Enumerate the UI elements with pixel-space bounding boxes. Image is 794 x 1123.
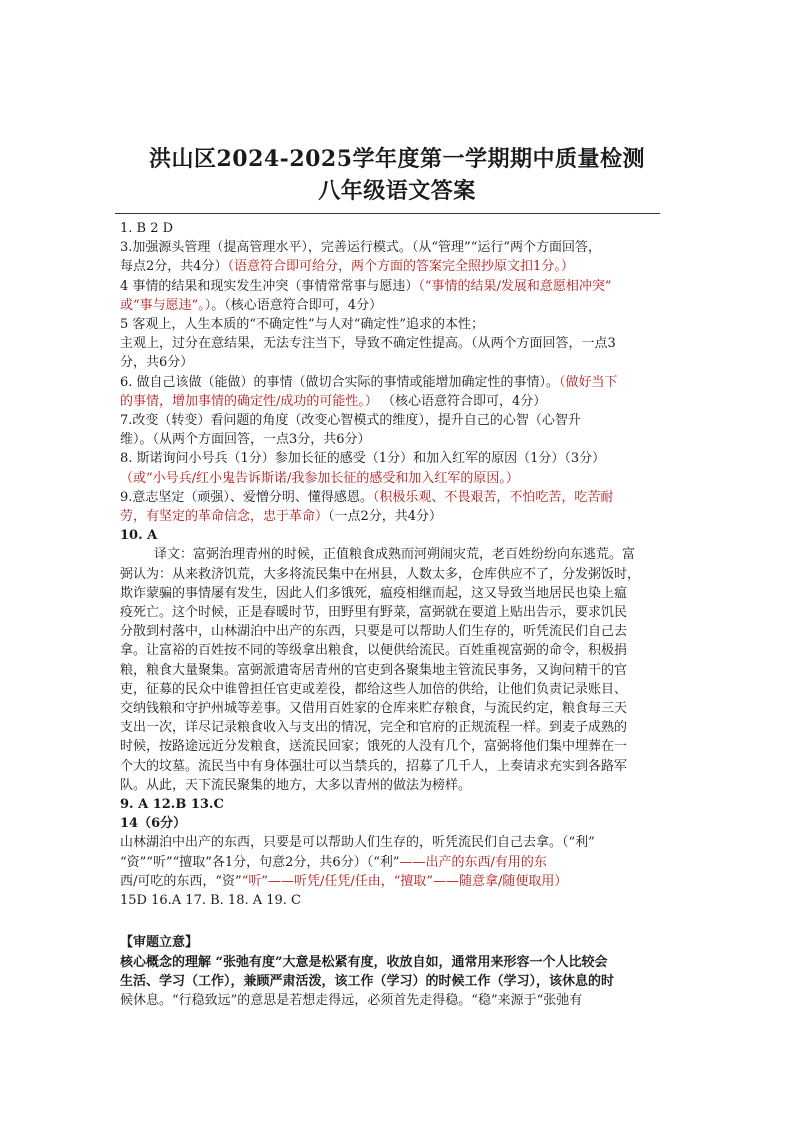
line-red-note: （“事情的结果/发展和意愿相冲突” xyxy=(418,278,612,294)
text-line xyxy=(120,488,680,507)
line-text: 5 客观上，人生本质的“不确定性”与人对“确定性”追求的本性； xyxy=(120,317,484,332)
text-line xyxy=(120,991,680,1010)
text-line xyxy=(120,833,680,852)
text-line xyxy=(120,526,680,545)
text-line xyxy=(120,603,680,622)
title-divider xyxy=(115,213,660,214)
text-line xyxy=(120,757,680,776)
line-text: 支出一次，详尽记录粮食收入与支出的情况，完全和官府的正规流程一样。到麦子成熟的 xyxy=(120,720,628,736)
text-line xyxy=(120,972,680,991)
line-text: 拿。让富裕的百姓按不同的等级拿出粮食，以便供给流民。百姓重视富弼的命令，积极捐 xyxy=(120,643,628,659)
line-text: 粮，粮食大量聚集。富弼派遣寄居青州的官吏到各聚集地主管流民事务，又询问精干的官 xyxy=(120,662,628,678)
text-line xyxy=(120,469,680,488)
text-line xyxy=(120,814,680,833)
text-line xyxy=(120,257,680,276)
line-text: 10. A xyxy=(120,528,158,544)
text-line xyxy=(120,718,680,737)
text-line xyxy=(120,565,680,584)
line-tail: （核心语意符合即可，4分） xyxy=(377,393,547,409)
text-line xyxy=(120,296,680,315)
text-line xyxy=(120,776,680,795)
line-text: 9.意志坚定（顽强）、爱憎分明、懂得感恩。 xyxy=(120,489,373,505)
line-text: 弼认为：从来救济饥荒，大多将流民集中在州县，人数太多，仓库供应不了，分发粥饭时， xyxy=(120,566,641,582)
line-text: 候休息。“行稳致远”的意思是若想走得远，必须首先走得稳。“稳”来源于“张弛有 xyxy=(120,993,583,1008)
line-red-note: “听”——听凭/任凭/任由，“擅取”——随意拿/随便取用） xyxy=(241,873,568,889)
text-line xyxy=(120,933,680,952)
line-red-note: ——出产的东西/有用的东 xyxy=(399,854,547,870)
page-title: 洪山区2024-2025学年度第一学期期中质量检测 xyxy=(148,146,646,172)
line-red-note: （语意符合即可给分，两个方面的答案完全照抄原文扣1分。） xyxy=(227,259,574,275)
line-text: 14（6分） xyxy=(120,816,187,832)
line-text: 主观上，过分在意结果，无法专注当下，导致不确定性提高。（从两个方面回答，一点3 xyxy=(120,336,616,352)
text-line xyxy=(120,411,680,430)
line-text: 分散到村落中，山林湖泊中出产的东西，只要是可以帮助人们生存的，听凭流民们自己去 xyxy=(120,624,628,640)
text-line xyxy=(120,622,680,641)
line-text: 分，共6分） xyxy=(120,355,194,371)
text-line xyxy=(120,373,680,392)
text-line xyxy=(120,392,680,411)
line-text: 每点2分，共4分） xyxy=(120,259,228,275)
line-red-note: （做好当下 xyxy=(559,374,618,390)
text-line xyxy=(120,449,680,468)
line-text: 【审题立意】 xyxy=(120,935,199,951)
line-text: 1. B 2 D xyxy=(120,221,174,236)
line-text: 9. A 12.B 13.C xyxy=(120,797,224,812)
line-red-note: 或“事与愿违”。） xyxy=(120,297,212,313)
line-text: 6. 做自己该做（能做）的事情（做切合实际的事情或能增加确定性的事情）。 xyxy=(120,374,560,390)
text-line xyxy=(120,584,680,603)
line-text: 队。从此，天下流民聚集的地方，大多以青州的做法为榜样。 xyxy=(120,777,472,793)
line-red-note: （积极乐观、不畏艰苦，不怕吃苦，吃苦耐 xyxy=(372,489,614,505)
text-line xyxy=(120,334,680,353)
page-subtitle: 八年级语文答案 xyxy=(318,178,476,204)
line-text: 生活、学习（工作），兼顾严肃活泼，该工作（学习）的时候工作（学习），该休息的时 xyxy=(120,973,615,989)
line-text: 7.改变（转变）看问题的角度（改变心智模式的维度），提升自己的心智（心智升 xyxy=(120,413,581,428)
text-line xyxy=(120,680,680,699)
text-line xyxy=(120,641,680,660)
line-text: 时候，按路途远近分发粮食，送流民回家；饿死的人没有几个，富弼将他们集中埋葬在一 xyxy=(120,739,628,755)
text-line xyxy=(120,661,680,680)
text-line xyxy=(120,315,680,334)
text-line xyxy=(120,795,680,814)
line-text: 维）。（从两个方面回答，一点3分，共6分） xyxy=(120,432,371,448)
text-line xyxy=(120,353,680,372)
line-text: 15D 16.A 17. B. 18. A 19. C xyxy=(120,893,301,908)
line-text: 8. 斯诺询问小号兵（1分）参加长征的感受（1分）和加入红军的原因（1分）（3分） xyxy=(120,451,606,467)
line-text: 核心概念的理解 “张弛有度”大意是松紧有度，收放自如，通常用来形容一个人比较会 xyxy=(120,954,608,970)
line-red-note: （或“小号兵/红小鬼告诉斯诺/我参加长征的感受和加入红军的原因。） xyxy=(120,470,519,486)
text-line xyxy=(120,277,680,296)
line-text: 西/可吃的东西，“资” xyxy=(120,873,242,889)
text-line xyxy=(120,507,680,526)
line-tail: 。（核心语意符合即可，4分） xyxy=(211,297,383,313)
line-text: 个大的坟墓。流民当中有身体强壮可以当禁兵的，招募了几千人，上奏请求充实到各路军 xyxy=(120,758,628,774)
text-line xyxy=(120,430,680,449)
text-line xyxy=(120,545,714,564)
line-text: 3.加强源头管理（提高管理水平），完善运行模式。（从“管理”“运行”两个方面回答， xyxy=(120,240,601,256)
line-text: 疫死亡。这个时候，正是春暖时节，田野里有野菜，富弼就在要道上贴出告示，要求饥民 xyxy=(120,605,628,620)
text-line xyxy=(120,853,680,872)
text-line xyxy=(120,737,680,756)
line-text: 4 事情的结果和现实发生冲突（事情常常事与愿违） xyxy=(120,278,419,294)
line-text: 交纳钱粮和守护州城等差事。又借用百姓家的仓库来贮存粮食，与流民约定，粮食每三天 xyxy=(120,701,628,716)
line-text: “资”“听”“擅取”各1分，句意2分，共6分）（“利” xyxy=(120,854,400,870)
text-line xyxy=(120,891,680,910)
line-text: 欺诈蒙骗的事情屡有发生，因此人们多饿死，瘟疫相继而起，这又导致当地居民也染上瘟 xyxy=(120,585,628,601)
line-text: 吏，征募的民众中谁曾担任官吏或差役，都给这些人加倍的供给，让他们负责记录账目、 xyxy=(120,681,628,697)
text-line xyxy=(120,699,680,718)
line-red-note: 的事情，增加事情的确定性/成功的可能性。） xyxy=(120,393,378,409)
text-line xyxy=(120,872,680,891)
line-text: 山林湖泊中出产的东西，只要是可以帮助人们生存的，听凭流民们自己去拿。（“利” xyxy=(120,835,595,851)
line-tail: （一点2分，共4分） xyxy=(328,509,443,524)
text-line xyxy=(120,219,680,238)
line-text: 译文：富弼治理青州的时候，正值粮食成熟而河朔闹灾荒，老百姓纷纷向东逃荒。富 xyxy=(154,547,636,563)
text-line xyxy=(120,953,680,972)
line-red-note: 劳，有坚定的革命信念，忠于革命） xyxy=(120,509,329,524)
text-line xyxy=(120,238,680,257)
